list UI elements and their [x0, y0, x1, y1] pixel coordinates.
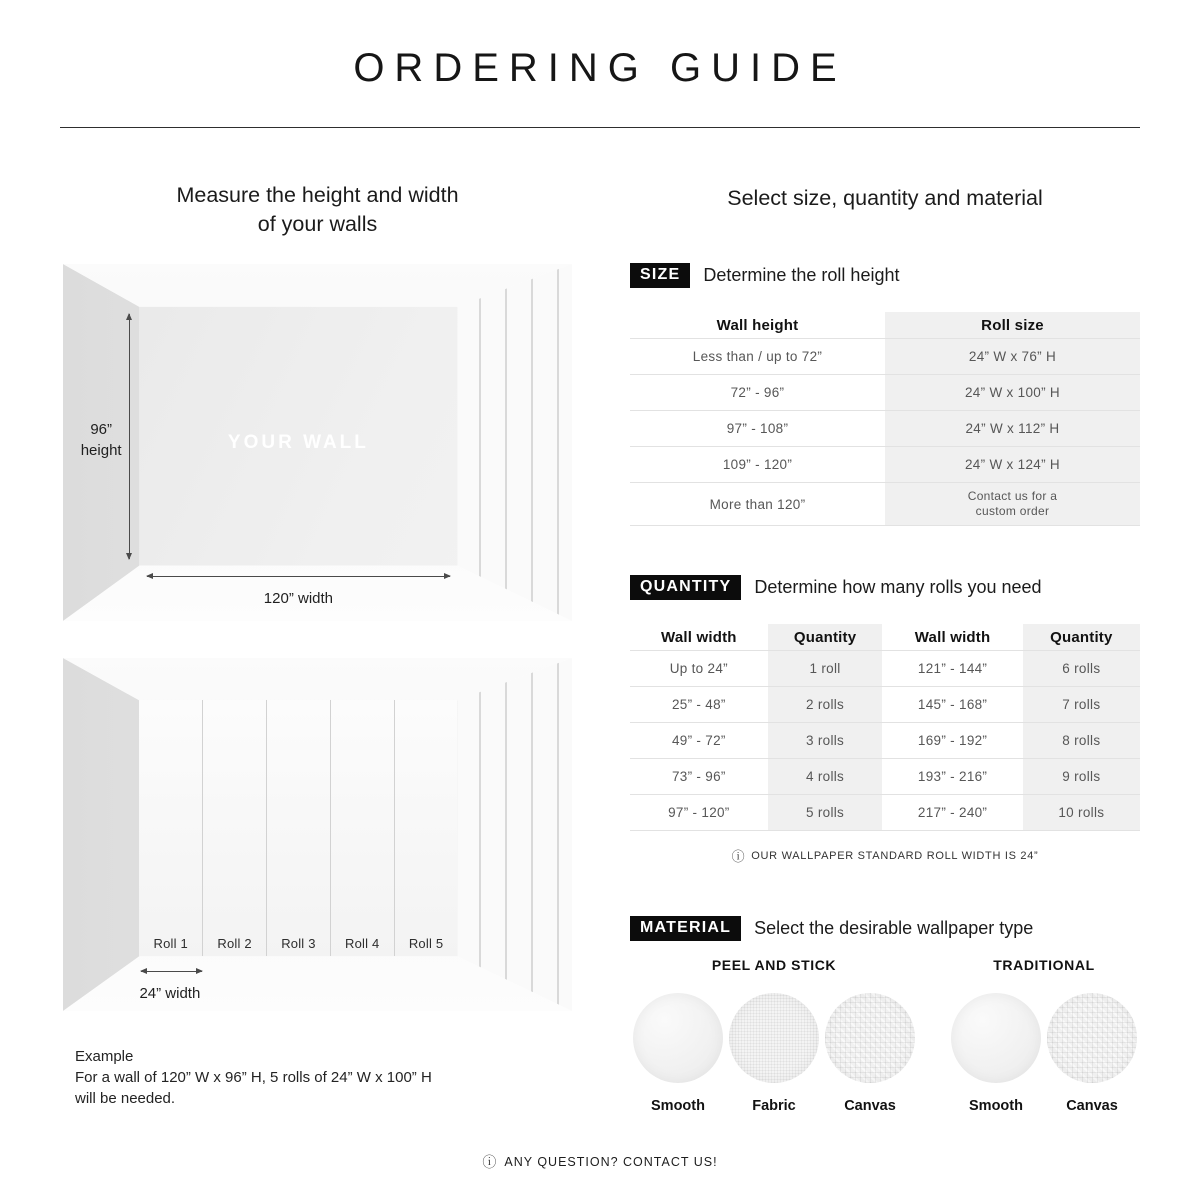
swatch-label: Smooth	[651, 1098, 705, 1114]
swatch-label: Canvas	[1066, 1098, 1118, 1114]
roll-width-dimension-arrow	[141, 971, 202, 972]
wall-height-word: height	[80, 442, 122, 460]
wall-height-label	[71, 419, 132, 461]
swatch-label: Fabric	[752, 1098, 796, 1114]
quantity-section-header	[630, 575, 1042, 600]
quantity-table-row	[630, 687, 1140, 723]
size-table-row	[630, 411, 1140, 447]
size-table-row	[630, 447, 1140, 483]
page-title: ORDERING GUIDE	[353, 46, 847, 90]
smooth-texture-icon	[951, 993, 1041, 1083]
quantity-cell: 5 rolls	[768, 795, 883, 830]
canvas-texture-icon	[1047, 993, 1137, 1083]
quantity-cell: 9 rolls	[1023, 759, 1140, 794]
wall-width-label: 120” width	[263, 589, 334, 607]
roll-width-label: 24” width	[139, 984, 201, 1002]
size-section-header	[630, 263, 899, 288]
quantity-cell: 7 rolls	[1023, 687, 1140, 722]
select-heading: Select size, quantity and material	[727, 186, 1043, 210]
example-title: Example	[75, 1048, 134, 1065]
size-table-row	[630, 483, 1140, 526]
title-divider	[60, 127, 1140, 128]
measure-heading-line1: Measure the height and width	[176, 183, 459, 207]
wall-width-cell: 121” - 144”	[917, 661, 988, 676]
roll-label: Roll 1	[153, 936, 188, 952]
wall-width-cell: 145” - 168”	[917, 697, 988, 712]
wall-width-cell: 73” - 96”	[671, 769, 726, 784]
example-note	[75, 1046, 565, 1109]
measure-heading-line2: of your walls	[257, 212, 378, 236]
rolls-illustration	[63, 658, 572, 1011]
swatch-row	[948, 993, 1140, 1114]
quantity-table-row	[630, 795, 1140, 831]
roll-panel-4	[331, 700, 394, 956]
roll-size-cell: 24” W x 124” H	[885, 447, 1140, 482]
quantity-table-row	[630, 759, 1140, 795]
wall-width-col-header: Wall width	[914, 628, 991, 646]
quantity-table-row	[630, 723, 1140, 759]
swatch-smooth	[948, 993, 1044, 1114]
wall-width-cell: Up to 24”	[669, 661, 728, 676]
roll-label: Roll 5	[408, 936, 444, 952]
material-group-title: PEEL AND STICK	[711, 957, 837, 973]
roll-size-col-header: Roll size	[885, 312, 1140, 338]
roll-size-cell: 24” W x 100” H	[885, 375, 1140, 410]
fabric-texture-icon	[729, 993, 819, 1083]
material-group-traditional	[948, 957, 1140, 1114]
quantity-cell: 3 rolls	[768, 723, 883, 758]
swatch-canvas	[1044, 993, 1140, 1114]
size-table-row	[630, 375, 1140, 411]
wall-height-col-header: Wall height	[716, 316, 799, 334]
size-table-header	[630, 312, 1140, 339]
quantity-badge: QUANTITY	[630, 575, 741, 600]
material-section-header	[630, 916, 1033, 941]
quantity-col-header: Quantity	[768, 624, 883, 650]
wall-measure-illustration	[63, 264, 572, 621]
size-table	[630, 312, 1140, 526]
quantity-cell: 1 roll	[768, 651, 883, 686]
wall-width-col-header: Wall width	[661, 628, 737, 646]
roll-panel-2	[203, 700, 266, 956]
wall-height-cell: Less than / up to 72”	[692, 349, 823, 364]
wall-height-value: 96”	[90, 421, 112, 439]
swatch-row	[630, 993, 918, 1114]
quantity-cell: 6 rolls	[1023, 651, 1140, 686]
smooth-texture-icon	[633, 993, 723, 1083]
quantity-col-header: Quantity	[1023, 624, 1140, 650]
swatch-label: Smooth	[969, 1098, 1023, 1114]
contact-footer-text: ANY QUESTION? CONTACT US!	[504, 1155, 718, 1169]
material-options	[630, 957, 1140, 1114]
roll-size-cell: Contact us for a custom order	[885, 483, 1140, 525]
roll-panel-5	[395, 700, 458, 956]
swatch-fabric	[726, 993, 822, 1114]
wall-height-cell: 97” - 108”	[726, 421, 789, 436]
example-line2: will be needed.	[75, 1090, 176, 1107]
roll-label: Roll 4	[345, 936, 380, 952]
wall-height-cell: 109” - 120”	[722, 457, 793, 472]
material-group-title: TRADITIONAL	[993, 957, 1095, 973]
your-wall-label: YOUR WALL	[227, 431, 369, 453]
wall-width-cell: 49” - 72”	[671, 733, 726, 748]
wall-height-cell: 72” - 96”	[730, 385, 785, 400]
wall-height-cell: More than 120”	[709, 496, 806, 512]
roll-size-cell: 24” W x 112” H	[885, 411, 1140, 446]
wall-width-cell: 97” - 120”	[668, 805, 730, 820]
swatch-smooth	[630, 993, 726, 1114]
swatch-canvas	[822, 993, 918, 1114]
size-subtitle: Determine the roll height	[703, 265, 900, 285]
material-group-peel-and-stick	[630, 957, 918, 1114]
wall-width-cell: 169” - 192”	[917, 733, 988, 748]
example-line1: For a wall of 120” W x 96” H, 5 rolls of 24” W x 100” H	[75, 1069, 432, 1086]
wallpaper-roll-panels	[139, 700, 457, 956]
info-icon: ⓘ	[482, 1154, 498, 1170]
info-icon: ⓘ	[731, 849, 746, 864]
roll-panel-1	[139, 700, 202, 956]
quantity-table	[630, 624, 1140, 831]
roll-label: Roll 3	[281, 936, 316, 952]
material-badge: MATERIAL	[630, 916, 741, 941]
canvas-texture-icon	[825, 993, 915, 1083]
roll-width-note-text: OUR WALLPAPER STANDARD ROLL WIDTH IS 24”	[751, 849, 1039, 862]
quantity-subtitle: Determine how many rolls you need	[754, 577, 1042, 597]
contact-footer	[0, 1152, 1200, 1172]
roll-label: Roll 2	[217, 936, 252, 952]
quantity-table-row	[630, 651, 1140, 687]
size-badge: SIZE	[630, 263, 690, 288]
quantity-cell: 4 rolls	[768, 759, 883, 794]
wall-width-cell: 193” - 216”	[917, 769, 988, 784]
wall-width-cell: 217” - 240”	[917, 805, 988, 820]
swatch-label: Canvas	[844, 1098, 896, 1114]
wall-width-cell: 25” - 48”	[671, 697, 726, 712]
size-table-row	[630, 339, 1140, 375]
quantity-cell: 8 rolls	[1023, 723, 1140, 758]
roll-panel-3	[267, 700, 330, 956]
roll-size-cell: 24” W x 76” H	[885, 339, 1140, 374]
quantity-table-header	[630, 624, 1140, 651]
quantity-cell: 10 rolls	[1023, 795, 1140, 830]
roll-width-note	[630, 846, 1140, 865]
quantity-cell: 2 rolls	[768, 687, 883, 722]
measure-heading	[63, 181, 572, 239]
material-subtitle: Select the desirable wallpaper type	[754, 918, 1034, 938]
width-dimension-arrow	[147, 576, 450, 577]
